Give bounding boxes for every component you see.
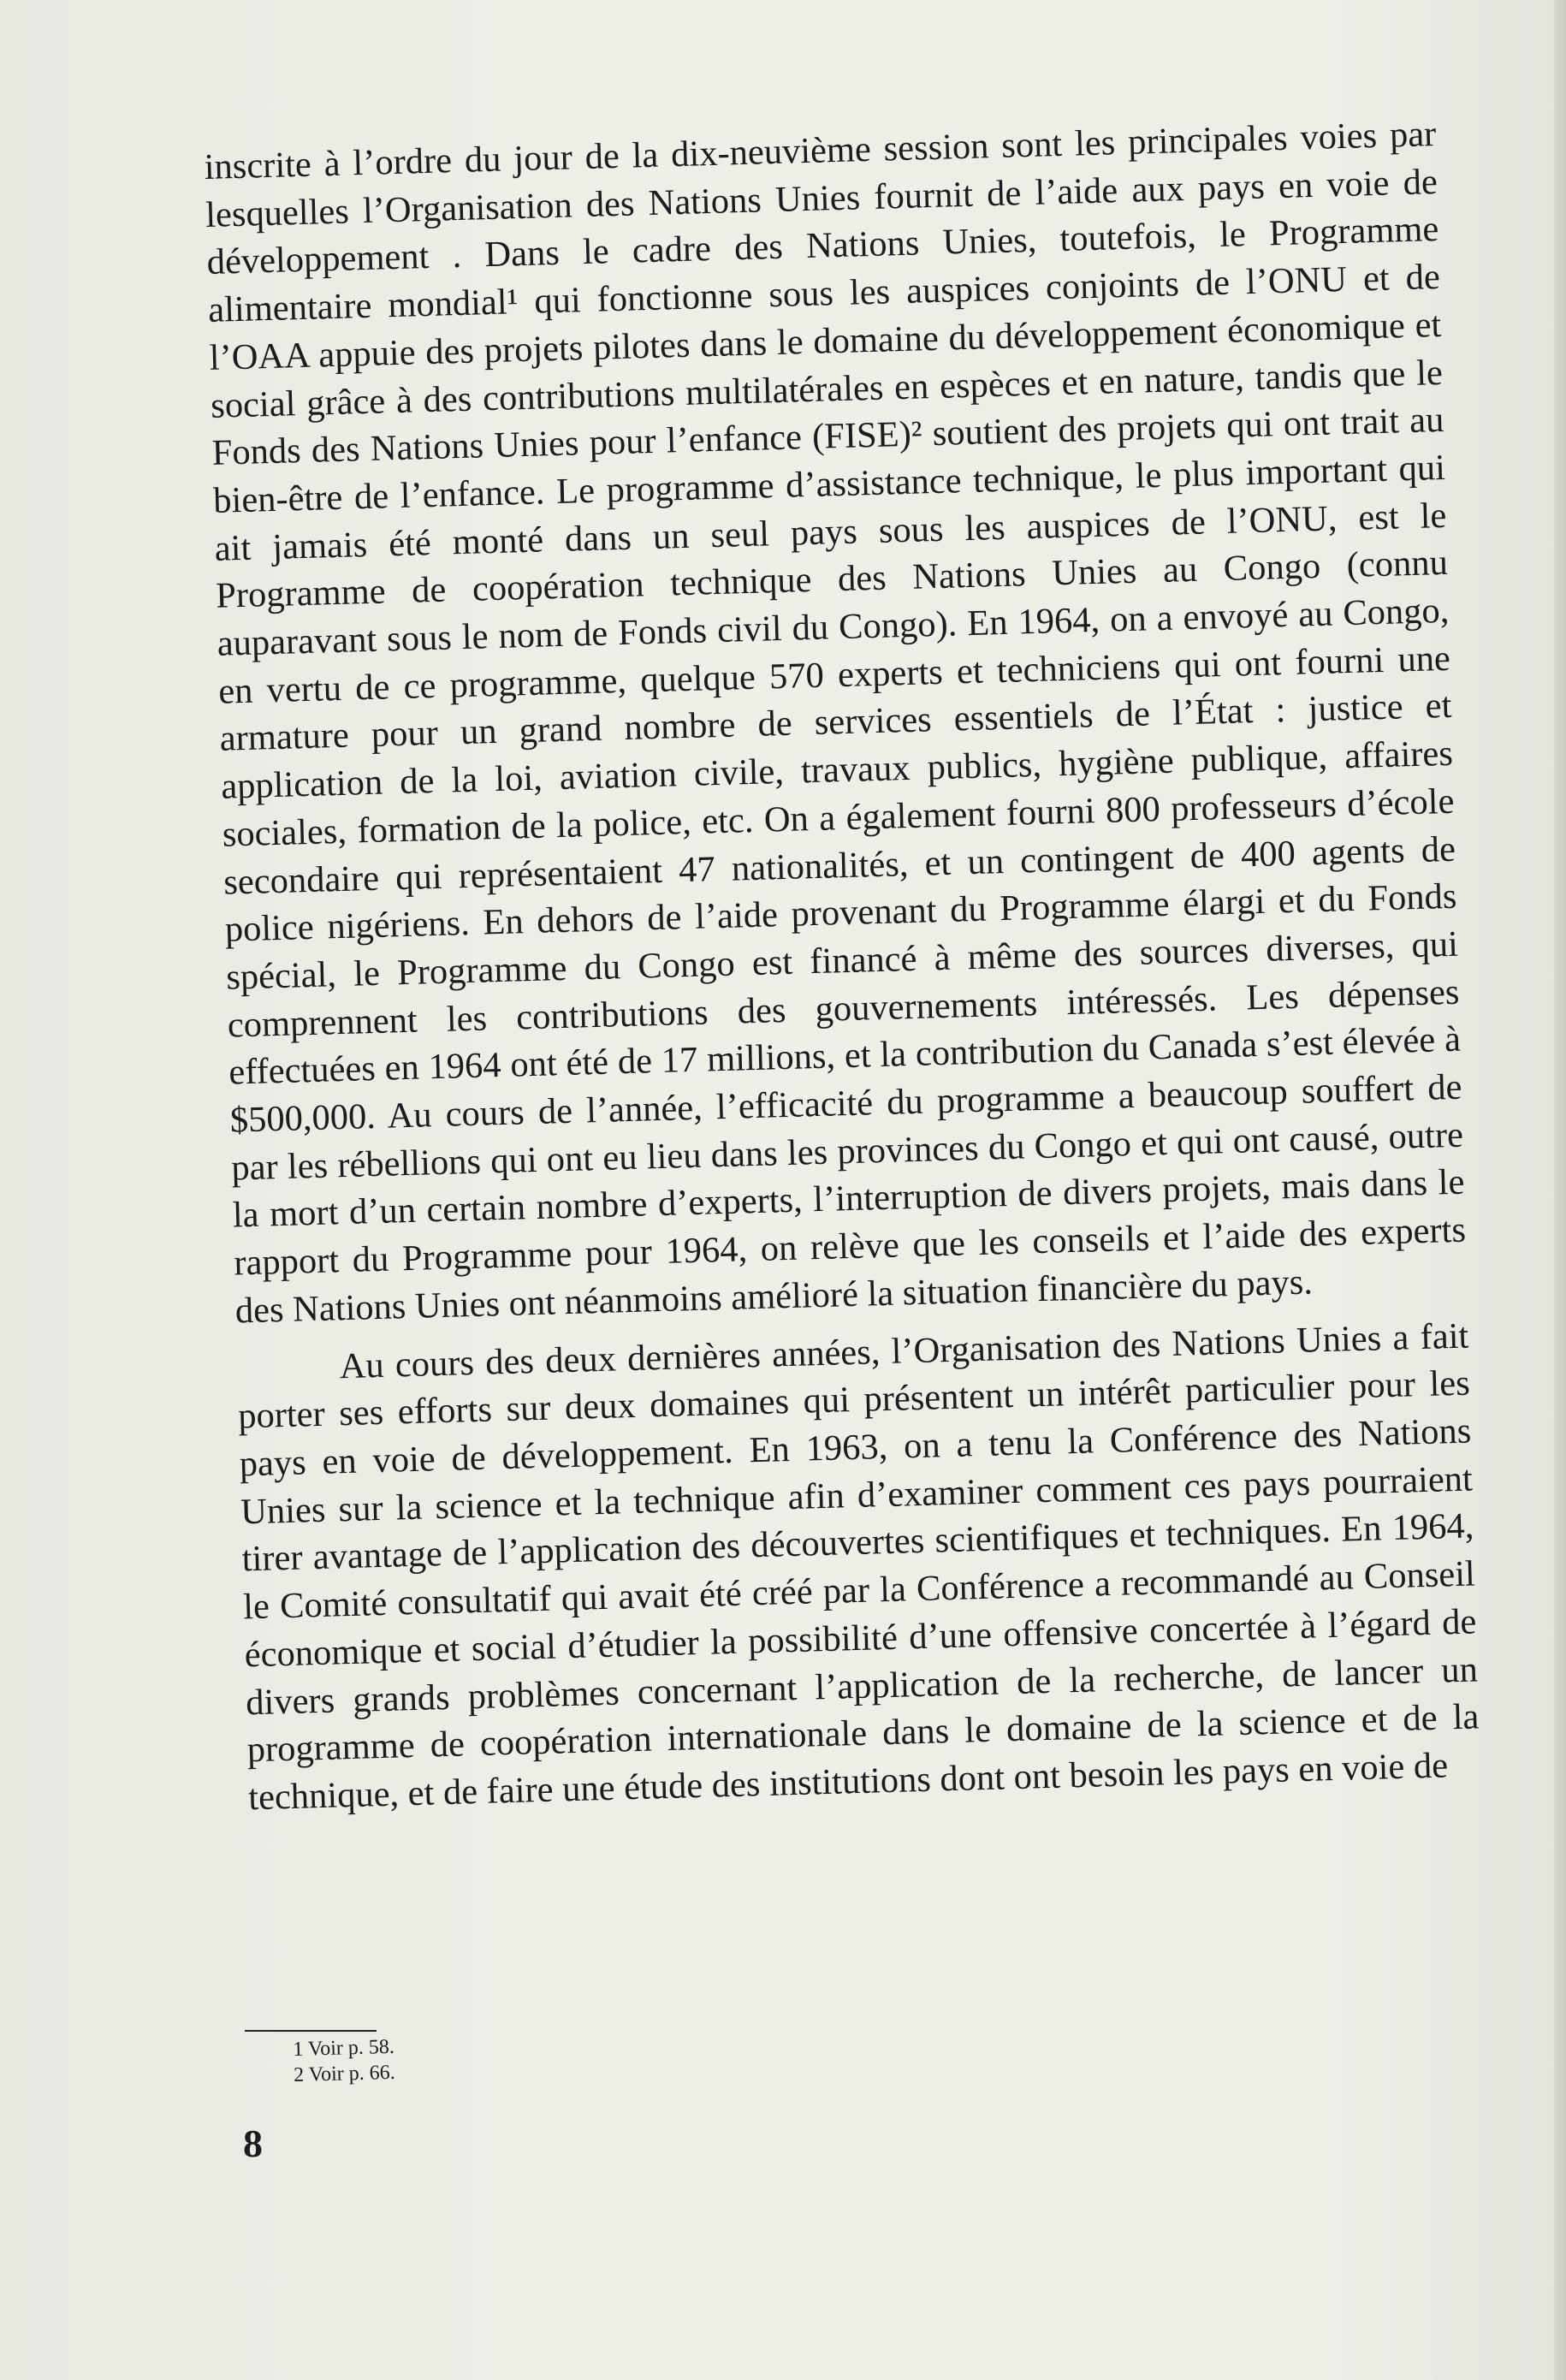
footnotes [293, 2034, 395, 2088]
paragraph-2: Au cours des deux dernières années, l’Organisation des Nations Unies a fait porter ses efforts sur deux domaines qui présentent un intérêt particulier pour les pays en voie de développement. En 1963, on a tenu la Conférence des Nations Unies sur la science et la technique afin d’examiner comment ces pays pourraient tirer avantage de l’application des découvertes scientifiques et techniques. En 1964, le Comité consultatif qui avait été créé par la Conférence a recommandé au Conseil économique et social d’étudier la possibilité d’une offensive concertée à l’égard de divers grands problèmes concernant l’application de la recherche, de lancer un programme de coopération internationale dans le domaine de la science et de la technique, et de faire une étude des institutions dont ont besoin les pays en voie de [237, 1315, 1480, 1819]
paragraph-1: inscrite à l’ordre du jour de la dix-neuvième session sont les principales voies par lesquelles l’Organisation des Nations Unies fournit de l’aide aux pays en voie de développement . Dans le cadre des Nations Unies, toutefois, le Programme alimentaire mondial¹ qui fonctionne sous les auspices conjoints de l’ONU et de l’OAA appuie des projets pilotes dans le domaine du développement économique et social grâce à des contributions multilatérales en espèces et en nature, tandis que le Fonds des Nations Unies pour l’enfance (FISE)² soutient des projets qui ont trait au bien-être de l’enfance. Le programme d’assistance technique, le plus important qui ait jamais été monté dans un seul pays sous les auspices de l’ONU, est le Programme de coopération technique des Nations Unies au Congo (connu auparavant sous le nom de Fonds civil du Congo). En 1964, on a envoyé au Congo, en vertu de ce programme, quelque 570 experts et techniciens qui ont fourni une armature pour un grand nombre de services essentiels de l’État : justice et application de la loi, aviation civile, travaux publics, hygiène publique, affaires sociales, formation de la police, etc. On a également fourni 800 professeurs d’école secondaire qui représentaient 47 nationalités, et un contingent de 400 agents de police nigériens. En dehors de l’aide provenant du Programme élargi et du Fonds spécial, le Programme du Congo est financé à même des sources diverses, qui comprennent les contributions des gouvernements intéressés. Les dépenses effectuées en 1964 ont été de 17 millions, et la contribution du Canada s’est élevée à $500,000. Au cours de l’année, l’efficacité du programme a beaucoup souffert de par les rébellions qui ont eu lieu dans les provinces du Congo et qui ont causé, outre la mort d’un certain nombre d’experts, l’interruption de divers projets, mais dans le rapport du Programme pour 1964, on relève que les conseils et l’aide des experts des Nations Unies ont néanmoins amélioré la situation financière du pays. [204, 114, 1467, 1332]
body-text [204, 110, 1481, 1822]
footnote-1: 1 Voir p. 58. [293, 2035, 395, 2061]
page-number: 8 [243, 2122, 263, 2165]
footnote-2: 2 Voir p. 66. [293, 2061, 395, 2086]
page-edge [1554, 0, 1566, 2380]
footnote-divider [245, 2030, 377, 2032]
